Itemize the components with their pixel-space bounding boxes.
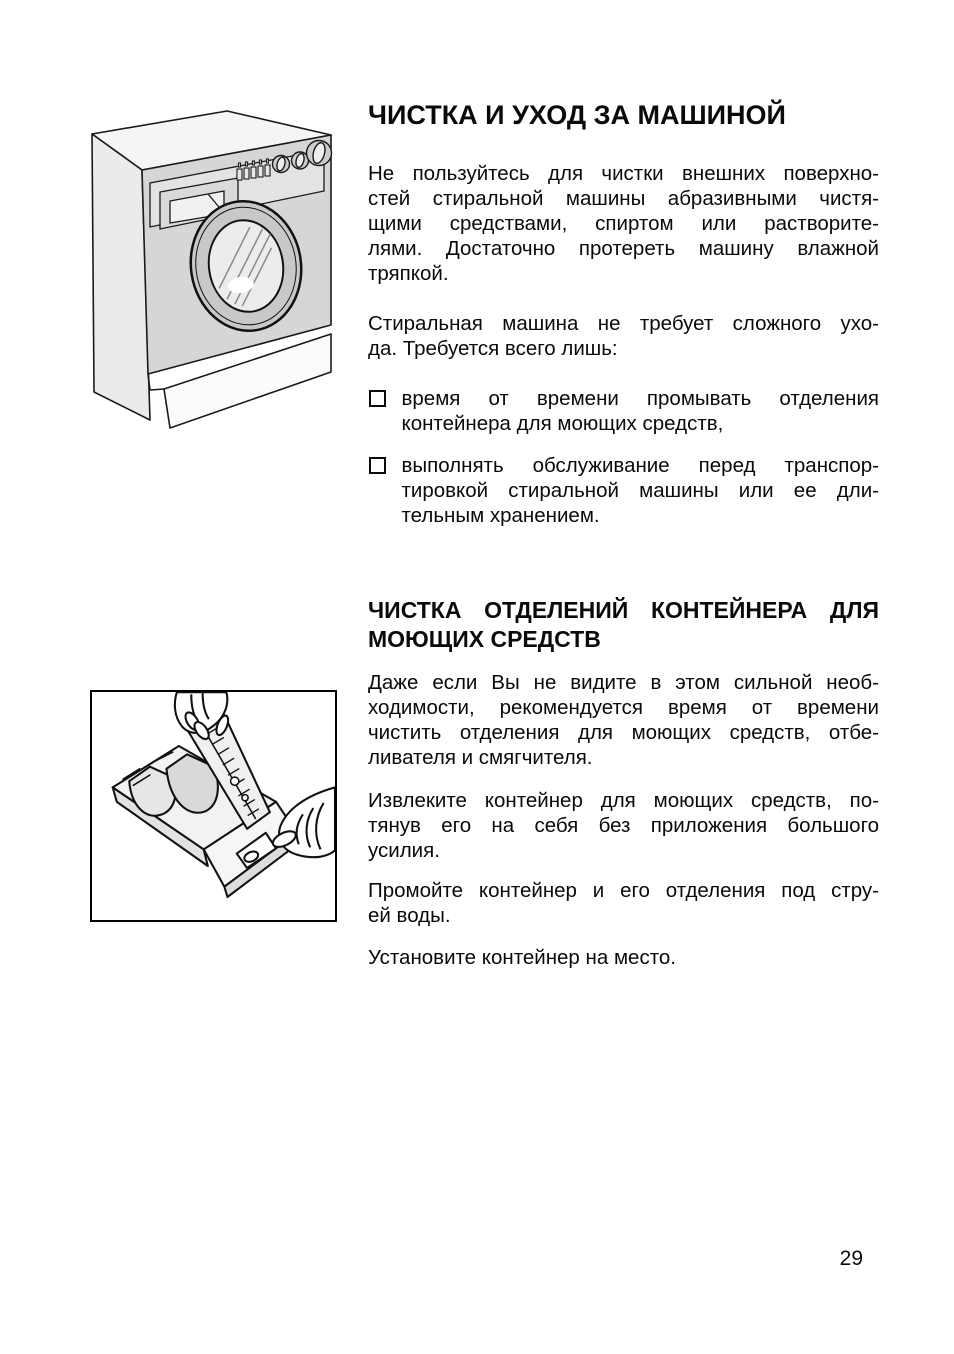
paragraph-remove bbox=[368, 788, 879, 863]
paragraph-reinstall bbox=[368, 945, 879, 970]
paragraph-intro bbox=[368, 161, 879, 286]
paragraph-advice bbox=[368, 670, 879, 770]
text-line: ливателя и смягчителя. bbox=[368, 746, 593, 769]
text-line: усилия. bbox=[368, 839, 440, 862]
text-line: ЧИСТКА ОТДЕЛЕНИЙ КОНТЕЙНЕРА ДЛЯ bbox=[368, 597, 879, 623]
page-title: ЧИСТКА И УХОД ЗА МАШИНОЙ bbox=[368, 100, 786, 130]
text-line: Промойте контейнер и его отделения под стру- bbox=[368, 879, 879, 902]
text-line: Не пользуйтесь для чистки внешних поверхно- bbox=[368, 162, 879, 185]
text-line: Даже если Вы не видите в этом сильной необ- bbox=[368, 671, 879, 694]
text-line: Стиральная машина не требует сложного ухо- bbox=[368, 312, 879, 335]
text-line: ходимости, рекомендуется время от времени bbox=[368, 696, 879, 719]
list-item bbox=[368, 386, 879, 436]
text-line: чистить отделения для моющих средств, отбе- bbox=[368, 721, 879, 744]
paragraph-simple-care bbox=[368, 311, 879, 361]
text-line: тировкой стиральной машины или ее дли- bbox=[401, 479, 879, 502]
text-line: лями. Достаточно протереть машину влажной bbox=[368, 237, 879, 260]
text-line: да. Требуется всего лишь: bbox=[368, 337, 618, 360]
list-item-text bbox=[402, 386, 880, 436]
text-line: тянув его на себя без приложения большого bbox=[368, 814, 879, 837]
washing-machine-figure bbox=[88, 106, 338, 430]
text-line: контейнера для моющих средств, bbox=[401, 412, 724, 435]
text-line: МОЮЩИХ СРЕДСТВ bbox=[368, 626, 601, 652]
text-line: время от времени промывать отделения bbox=[401, 387, 879, 410]
washing-machine-icon bbox=[88, 106, 338, 430]
hand-icon bbox=[175, 692, 231, 741]
list-item bbox=[368, 453, 879, 528]
paragraph-rinse bbox=[368, 878, 879, 928]
page-number: 29 bbox=[839, 1247, 863, 1270]
text-line: выполнять обслуживание перед транспор- bbox=[401, 454, 879, 477]
detergent-container-figure bbox=[90, 690, 337, 922]
section-title bbox=[368, 596, 879, 654]
text-line: Установите контейнер на место. bbox=[368, 946, 676, 969]
square-bullet-icon bbox=[369, 390, 386, 407]
text-line: тельным хранением. bbox=[401, 504, 600, 527]
text-line: ей воды. bbox=[368, 904, 451, 927]
list-item-text bbox=[402, 453, 880, 528]
text-line: Извлеките контейнер для моющих средств, по- bbox=[368, 789, 879, 812]
text-line: стей стиральной машины абразивными чистя- bbox=[368, 187, 879, 210]
text-line: щими средствами, спиртом или растворите- bbox=[368, 212, 879, 235]
text-line: тряпкой. bbox=[368, 262, 449, 285]
square-bullet-icon bbox=[369, 457, 386, 474]
detergent-container-icon bbox=[92, 692, 335, 920]
